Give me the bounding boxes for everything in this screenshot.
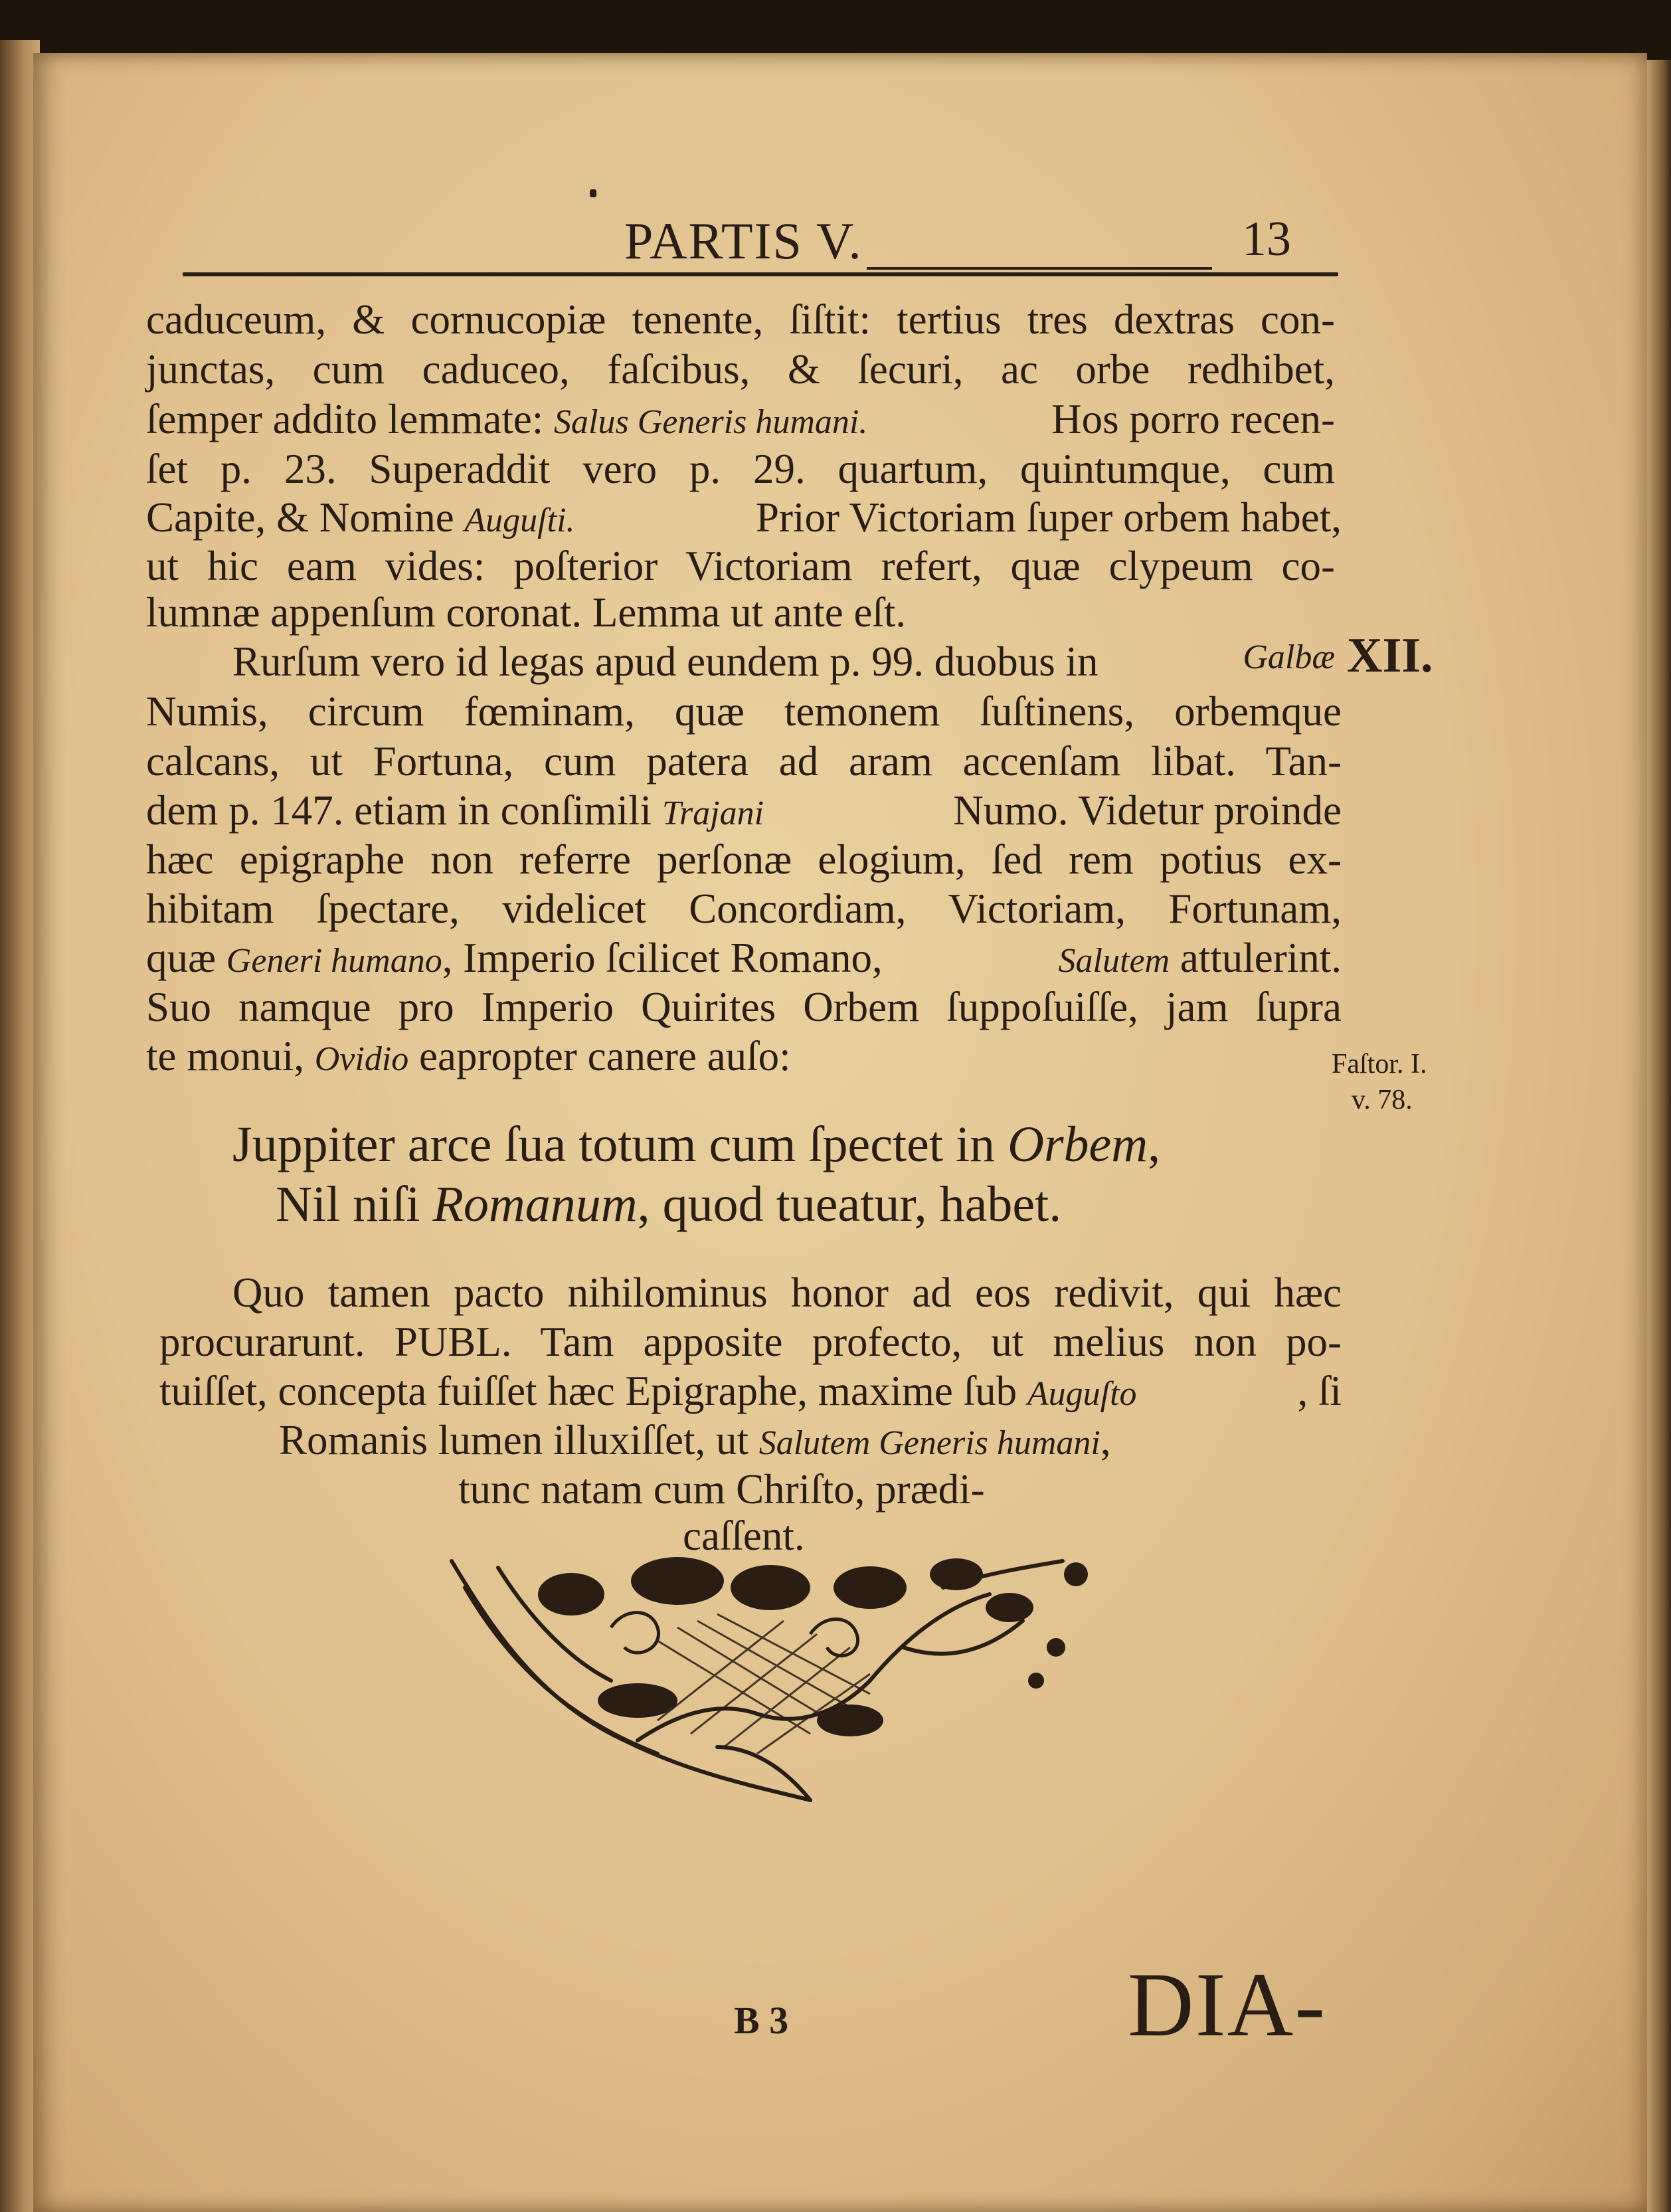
- italic-segment: Orbem: [1008, 1117, 1148, 1172]
- text-segment: , quod tueatur, habet.: [637, 1176, 1062, 1232]
- text-line: Quo tamen pacto nihilominus honor ad eos redivit, qui hæc: [232, 1269, 1342, 1316]
- text-line: lumnæ appenſum coronat. Lemma ut ante eſt.: [146, 589, 907, 636]
- italic-segment: Generi humano: [226, 942, 442, 980]
- text-line: ut hic eam vides: poſterior Victoriam refert, quæ clypeum co-: [146, 543, 1335, 589]
- signature-mark: B 3: [734, 1999, 789, 2042]
- running-title: PARTIS V.: [624, 212, 863, 270]
- text-line: [146, 786, 1342, 835]
- text-line: caſſent.: [683, 1513, 805, 1559]
- text-line: caduceum, & cornucopiæ tenente, ſiſtit: tertius tres dextras con-: [146, 296, 1335, 343]
- verse-line-2: [276, 1176, 1061, 1234]
- text-segment: , ſi: [1297, 1368, 1342, 1414]
- margin-note-number: XII.: [1347, 628, 1433, 683]
- text-segment: dem p. 147. etiam in conſimili: [146, 787, 662, 834]
- margin-note-verse: v. 78.: [1352, 1085, 1413, 1115]
- italic-segment: Trajani: [661, 794, 764, 832]
- italic-segment: Galbæ: [1243, 638, 1335, 676]
- italic-segment: Romanum: [432, 1176, 638, 1232]
- text-segment: tuiſſet, concepta fuiſſet hæc Epigraphe, maxime ſub: [159, 1368, 1027, 1414]
- text-line: ſet p. 23. Superaddit vero p. 29. quartum, quintumque, cum: [146, 446, 1335, 492]
- text-line: [146, 395, 1335, 444]
- margin-note-source: Faſtor. I.: [1332, 1049, 1427, 1079]
- text-segment: ,: [1148, 1117, 1161, 1172]
- text-line: junctas, cum caduceo, faſcibus, & ſecuri, ac orbe redhibet,: [146, 346, 1335, 393]
- text-segment: , Imperio ſcilicet Romano,: [442, 935, 883, 981]
- text-line: [146, 1032, 791, 1081]
- text-segment: Hos porro recen-: [1051, 396, 1335, 442]
- ink-dot: [590, 189, 596, 197]
- page-number: 13: [1242, 212, 1291, 266]
- text-line: Numis, circum fœminam, quæ temonem ſuſtinens, orbemque: [146, 688, 1342, 735]
- text-segment: Romanis lumen illuxiſſet, ut: [279, 1417, 759, 1463]
- text-segment: Numo. Videtur proinde: [953, 787, 1342, 834]
- text-line: [146, 934, 1342, 982]
- floral-ornament: [438, 1548, 1142, 1827]
- italic-segment: Salutem: [1058, 942, 1170, 980]
- italic-segment: Salus Generis humani.: [554, 403, 868, 441]
- text-segment: ,: [1100, 1417, 1111, 1463]
- verse-line-1: [232, 1116, 1160, 1174]
- page-fore-edge: [1644, 60, 1671, 2212]
- header-rule: [183, 272, 1338, 276]
- italic-segment: Auguſti.: [464, 502, 575, 539]
- text-line: [279, 1416, 1111, 1465]
- catchword: DIA-: [1128, 1954, 1327, 2055]
- header-rule-thick: [867, 267, 1212, 270]
- text-segment: Prior Victoriam ſuper orbem habet,: [755, 494, 1342, 541]
- italic-segment: Salutem Generis humani: [758, 1424, 1100, 1462]
- text-segment: te monui,: [146, 1033, 315, 1079]
- text-segment: eapropter canere auſo:: [408, 1033, 791, 1079]
- text-segment: Juppiter arce ſua totum cum ſpectet in: [232, 1117, 1008, 1172]
- text-line: [232, 638, 1335, 686]
- text-line: hibitam ſpectare, videlicet Concordiam, Victoriam, Fortunam,: [146, 885, 1342, 932]
- text-segment: Nil niſi: [276, 1176, 433, 1232]
- text-line: hæc epigraphe non referre perſonæ elogium, ſed rem potius ex-: [146, 836, 1342, 883]
- text-line: [159, 1367, 1342, 1416]
- italic-segment: Auguſto: [1027, 1375, 1137, 1413]
- text-segment: quæ: [146, 935, 226, 981]
- book-page: [33, 53, 1647, 2212]
- text-line: Suo namque pro Imperio Quirites Orbem ſuppoſuiſſe, jam ſupra: [146, 984, 1342, 1030]
- text-line: [146, 494, 1342, 542]
- italic-segment: Ovidio: [314, 1040, 409, 1078]
- text-segment: Capite, & Nomine: [146, 494, 465, 541]
- text-line: calcans, ut Fortuna, cum patera ad aram accenſam libat. Tan-: [146, 738, 1342, 784]
- text-segment: ſemper addito lemmate:: [146, 396, 555, 442]
- text-line: procurarunt. PUBL. Tam apposite profecto, ut melius non po-: [159, 1319, 1342, 1365]
- text-line: tunc natam cum Chriſto, prædi-: [458, 1466, 985, 1513]
- text-segment: attulerint.: [1170, 935, 1342, 981]
- text-segment: Rurſum vero id legas apud eundem p. 99. duobus in: [232, 638, 1099, 685]
